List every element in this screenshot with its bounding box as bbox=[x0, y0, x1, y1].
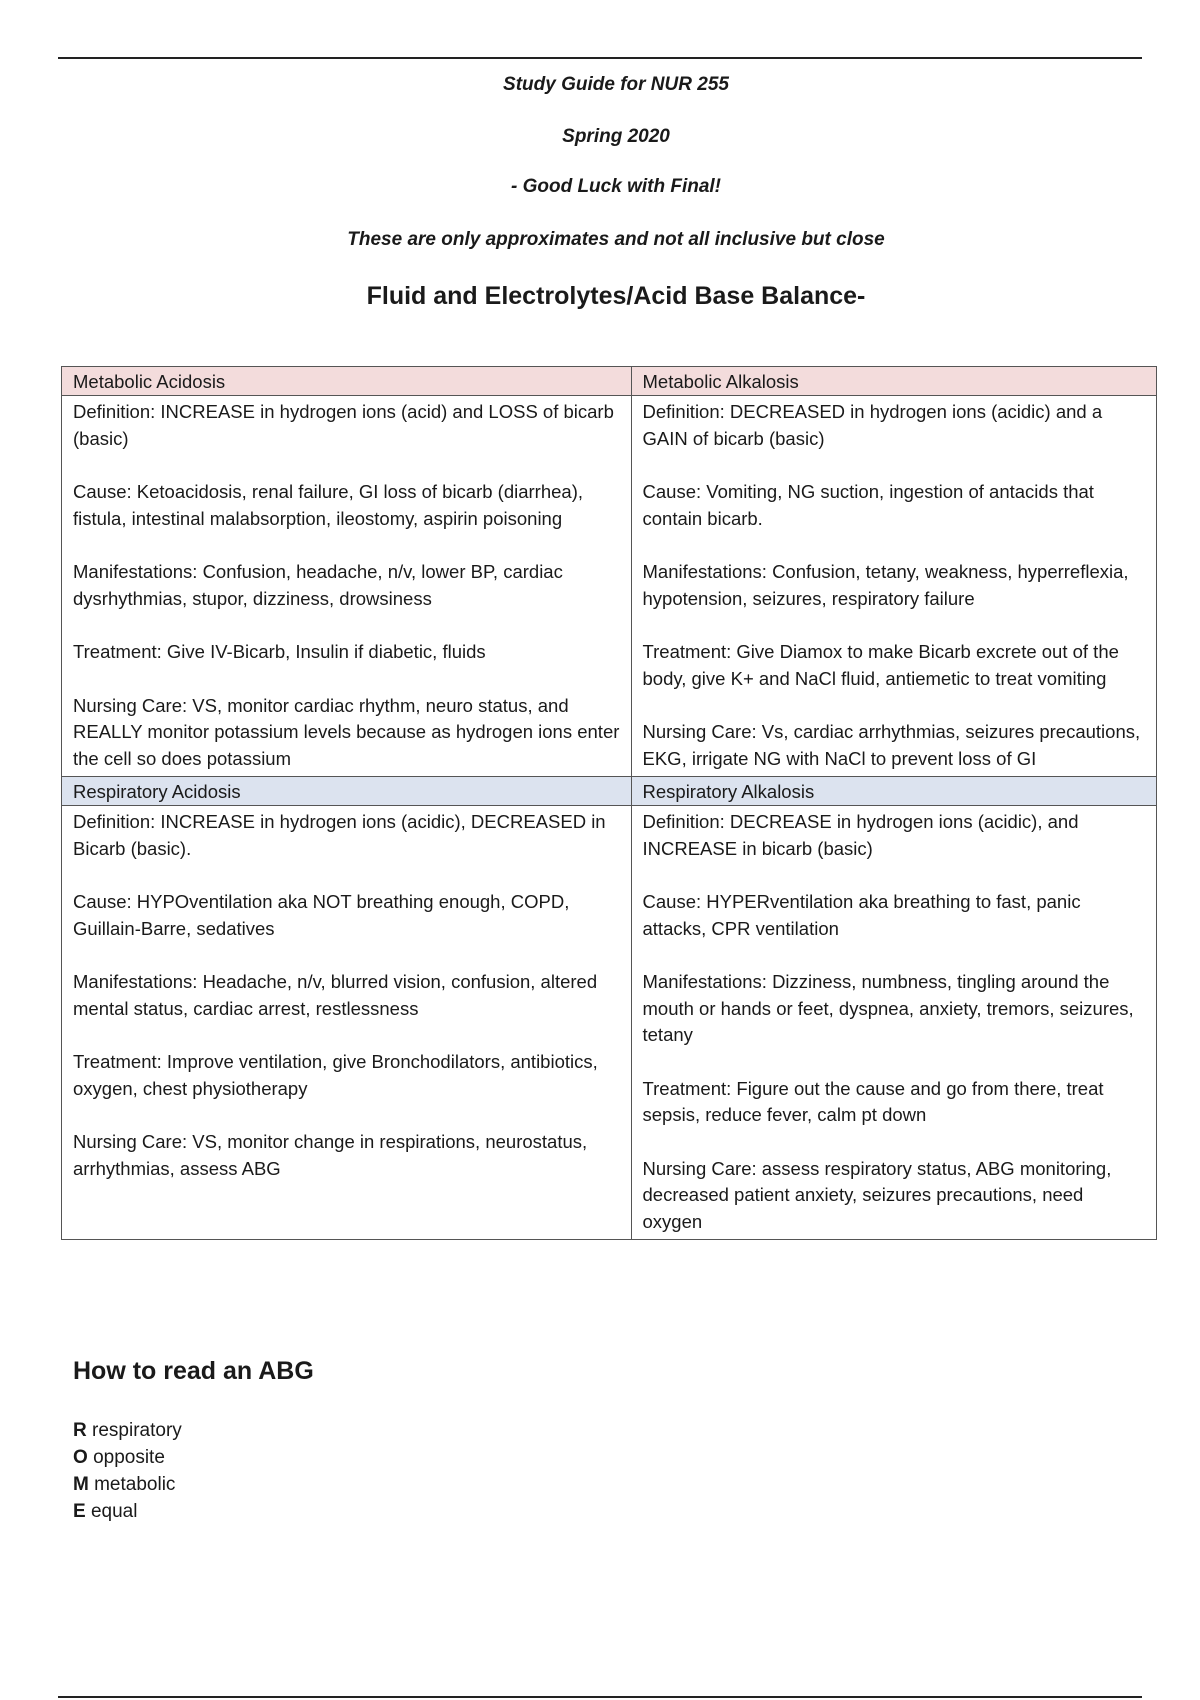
manifestations-text: Manifestations: Confusion, tetany, weakness, hyperreflexia, hypotension, seizures, respiratory failure bbox=[642, 561, 1129, 609]
mnemonic-word: opposite bbox=[93, 1447, 165, 1468]
acid-base-table bbox=[61, 366, 1157, 1240]
top-rule bbox=[58, 57, 1142, 59]
metabolic-alkalosis-cell bbox=[631, 396, 1157, 777]
abg-heading: How to read an ABG bbox=[73, 1357, 314, 1385]
mnemonic-word: respiratory bbox=[92, 1420, 182, 1441]
metabolic-alkalosis-heading: Metabolic Alkalosis bbox=[631, 367, 1157, 396]
definition-text: Definition: INCREASE in hydrogen ions (acidic), DECREASED in Bicarb (basic). bbox=[73, 811, 606, 859]
treatment-text: Treatment: Improve ventilation, give Bronchodilators, antibiotics, oxygen, chest physiotherapy bbox=[73, 1051, 598, 1099]
mnemonic-word: metabolic bbox=[94, 1474, 176, 1495]
metabolic-acidosis-cell bbox=[62, 396, 632, 777]
manifestations-text: Manifestations: Confusion, headache, n/v, lower BP, cardiac dysrhythmias, stupor, dizziness, drowsiness bbox=[73, 561, 563, 609]
list-item bbox=[73, 1471, 314, 1498]
metabolic-acidosis-heading: Metabolic Acidosis bbox=[62, 367, 632, 396]
nursing-care-text: Nursing Care: assess respiratory status, ABG monitoring, decreased patient anxiety, seizures precautions, need oxygen bbox=[642, 1157, 1112, 1232]
mnemonic-letter: M bbox=[73, 1474, 89, 1495]
metabolic-body-row bbox=[62, 396, 1157, 777]
definition-text: Definition: DECREASE in hydrogen ions (acidic), and INCREASE in bicarb (basic) bbox=[642, 811, 1079, 859]
metabolic-header-row bbox=[62, 367, 1157, 396]
cause-text: Cause: HYPERventilation aka breathing to fast, panic attacks, CPR ventilation bbox=[642, 891, 1081, 939]
treatment-text: Treatment: Figure out the cause and go from there, treat sepsis, reduce fever, calm pt down bbox=[642, 1077, 1104, 1125]
manifestations-text: Manifestations: Headache, n/v, blurred vision, confusion, altered mental status, cardiac arrest, restlessness bbox=[73, 971, 598, 1019]
cause-text: Cause: Vomiting, NG suction, ingestion of antacids that contain bicarb. bbox=[642, 481, 1094, 529]
respiratory-body-row bbox=[62, 806, 1157, 1240]
bottom-rule bbox=[58, 1696, 1142, 1698]
respiratory-alkalosis-heading: Respiratory Alkalosis bbox=[631, 777, 1157, 806]
rome-list bbox=[73, 1417, 314, 1525]
cause-text: Cause: Ketoacidosis, renal failure, GI loss of bicarb (diarrhea), fistula, intestinal malabsorption, ileostomy, aspirin poisoning bbox=[73, 481, 584, 529]
mnemonic-letter: R bbox=[73, 1420, 87, 1441]
definition-text: Definition: DECREASED in hydrogen ions (acidic) and a GAIN of bicarb (basic) bbox=[642, 401, 1103, 449]
page-title: Fluid and Electrolytes/Acid Base Balance- bbox=[366, 282, 866, 310]
cause-text: Cause: HYPOventilation aka NOT breathing enough, COPD, Guillain-Barre, sedatives bbox=[73, 891, 570, 939]
nursing-care-text: Nursing Care: VS, monitor change in respirations, neurostatus, arrhythmias, assess ABG bbox=[73, 1131, 588, 1179]
respiratory-acidosis-cell bbox=[62, 806, 632, 1240]
mnemonic-letter: E bbox=[73, 1501, 86, 1522]
nursing-care-text: Nursing Care: VS, monitor cardiac rhythm, neuro status, and REALLY monitor potassium levels because as hydrogen ions enter the cell so does potassium bbox=[73, 694, 620, 769]
respiratory-acidosis-heading: Respiratory Acidosis bbox=[62, 777, 632, 806]
list-item bbox=[73, 1417, 314, 1444]
respiratory-header-row bbox=[62, 777, 1157, 806]
treatment-text: Treatment: Give Diamox to make Bicarb excrete out of the body, give K+ and NaCl fluid, antiemetic to treat vomiting bbox=[642, 641, 1119, 689]
nursing-care-text: Nursing Care: Vs, cardiac arrhythmias, seizures precautions, EKG, irrigate NG with NaCl to prevent loss of GI bbox=[642, 721, 1141, 769]
list-item bbox=[73, 1444, 314, 1471]
manifestations-text: Manifestations: Dizziness, numbness, tingling around the mouth or hands or feet, dyspnea, anxiety, tremors, seizures, tetany bbox=[642, 971, 1134, 1045]
term-line: Spring 2020 bbox=[562, 126, 670, 147]
definition-text: Definition: INCREASE in hydrogen ions (acid) and LOSS of bicarb (basic) bbox=[73, 401, 614, 449]
disclaimer-line: These are only approximates and not all inclusive but close bbox=[347, 229, 885, 250]
course-line: Study Guide for NUR 255 bbox=[503, 74, 729, 95]
abg-section bbox=[73, 1355, 314, 1525]
good-luck-line: - Good Luck with Final! bbox=[510, 176, 722, 197]
mnemonic-word: equal bbox=[90, 1501, 138, 1522]
treatment-text: Treatment: Give IV-Bicarb, Insulin if diabetic, fluids bbox=[73, 641, 486, 662]
mnemonic-letter: O bbox=[73, 1447, 88, 1468]
respiratory-alkalosis-cell bbox=[631, 806, 1157, 1240]
list-item bbox=[73, 1498, 314, 1525]
